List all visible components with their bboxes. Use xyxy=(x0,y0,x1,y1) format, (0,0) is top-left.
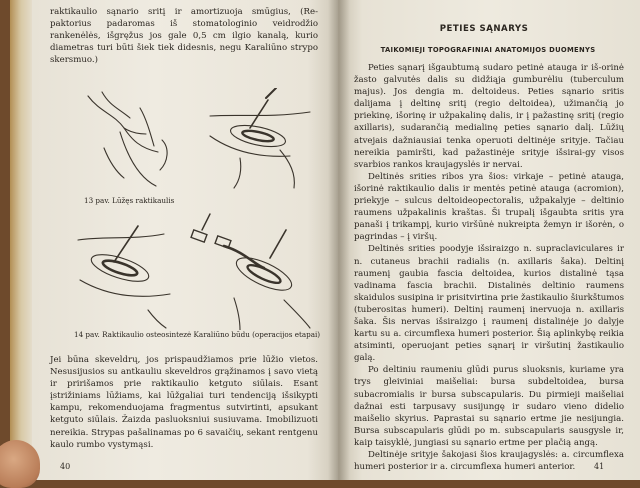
figure-14-caption: 14 pav. Raktikaulio osteosintezė Karaliūno būdu (operacijos etapai) xyxy=(74,330,321,339)
right-paragraph-2: Deltinės srities ribos yra šios: virkaje – petinė atauga, išorinė raktikaulio dalis ir mentės petinė atauga (acromion), priekyje – sulcus deltoideopectoralis, užpakalyje – deltinio raumens užpakalinis kraštas. Ši trupalį išgaubta sritis yra panaši į trikampį, kurio viršūnė nukreipta žemyn ir išorėn, o pagrindas – į viršų. xyxy=(354,171,624,243)
running-title: PETIES SĄNARYS xyxy=(439,24,529,34)
right-paragraph-4: Po deltiniu raumeniu glūdi purus sluoksnis, kuriame yra trys gleiviniai maišeliai: bursa subdeltoidea, bursa subacromialis ir bursa subscapularis. Du pirmieji maišeliai dažnai esti tarpusavy susijungę ir sudaro vieno didelio maišelio skyrius. Paprastai su sąnario ertme jie nesijungia. Bursa subscapularis glūdi po m. subscapularis sausgysle ir, kaip taisyklė, jungiasi su sąnario ertme per plačią angą. xyxy=(354,365,624,448)
right-page-body xyxy=(354,62,624,473)
thumb xyxy=(0,440,40,488)
figure-13-caption: 13 pav. Lūžęs raktikaulis xyxy=(84,196,175,205)
right-paragraph-5: Deltinėje srityje šakojasi šios kraujagyslės: a. circumflexa humeri posterior ir a. circumflexa humeri anterior. xyxy=(354,450,624,473)
right-paragraph-1: Peties sąnarį išgaubtumą sudaro petinė atauga ir iš-orinė žasto galvutės dalis su didžiąja gumburėliu (tuberculum majus). Jos dengia m. deltoideus. Peties sąnario sritis dalijama į deltinę sritį (regio deltoidea), užimančią jo priekinę, išorinę ir užpakalinę dalis, ir į pažastinę sritį (regio axillaris), sudarančią medialinę peties sąnario dalį. Lūžių atvejais dažniausiai tenka operuoti deltinėje srityje. Tačiau nereikia pamiršti, kad pažastinėje srityje išsirai-gy visos svarbios rankos kraujagyslės ir nervai. xyxy=(354,63,624,170)
right-paragraph-3: Deltinės srities poodyje išsiraizgo n. supraclaviculares ir n. cutaneus brachii radialis (n. axillaris šaka). Deltinį raumenį gaubia fascia deltoidea, kurios distalinė tąsa vadinama fascia brachii. Distalinės deltinio raumens skaidulos susipina ir prisitvirtina prie žastikaulio šiurkštumos (tuberositas humeri). Deltinį raumenį inervuoja n. axillaris šaka. Šis nervas išsiraizgo į raumenį distalinėje jo dalyje kartu su a. circumflexa humeri posterior. Šią aplinkybę reikia atsiminti, operuojant peties sąnarį ir viršutinį žastikaulio galą. xyxy=(354,244,624,364)
right-page-number: 41 xyxy=(594,462,605,471)
section-heading: TAIKOMIEJI TOPOGRAFINIAI ANATOMIJOS DUOMENYS xyxy=(380,46,596,54)
book-gutter xyxy=(328,0,350,480)
figure-13-illustration xyxy=(80,88,320,192)
book-edge xyxy=(10,0,32,480)
left-page-bottom-paragraph: Jei būna skeveldrų, jos prispaudžiamos prie lūžio vietos. Nesusijusios su antkauliu skeveldros grąžinamos į savo vietą ir pririšamos prie raktikaulio ketguto siūlais. Esant įstrižiniams lūžiams, kai lūžgaliai turi tendenciją išsikypti kampu, rekomenduojama fragmentus sutvirtinti, apsukant ketguto siūlais. Žaizda pasluoksniui susiuvama. Imobilizuoti nereikia. Strypas pašalinamas po 6 savaičių, sekant rentgenu kaulo rumbo vystymąsi. xyxy=(50,355,318,450)
figure-14-illustration xyxy=(74,210,324,330)
left-page-top-paragraph: raktikaulio sąnario sritį ir amortizuoja smūgius, (Re-paktorius padaromas iš stomatologinio veidrodžio rankenėlės, išgręžus jos gale 0,5 cm ilgio kanalą, kurio diametras turi būti šiek tiek didesnis, negu Karaliūno strypo skersmuo.) xyxy=(50,7,318,66)
left-page-number: 40 xyxy=(60,462,71,471)
